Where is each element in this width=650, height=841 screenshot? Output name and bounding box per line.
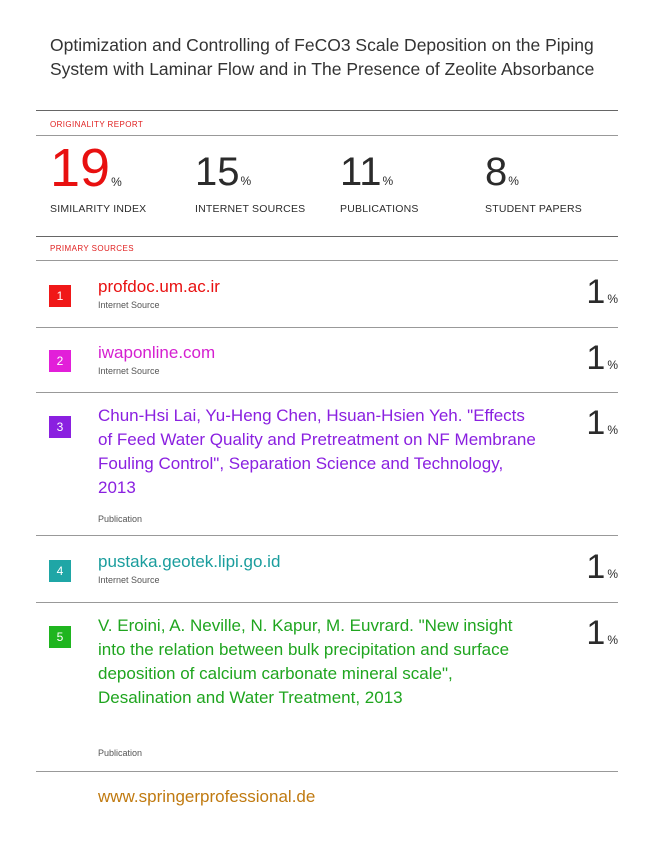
student-papers-unit: % bbox=[508, 174, 519, 188]
source-percent-value: 1 bbox=[586, 339, 606, 377]
internet-sources-unit: % bbox=[240, 174, 252, 188]
source-percent-unit: % bbox=[607, 292, 618, 306]
student-papers-stat bbox=[485, 150, 582, 215]
student-papers-label: STUDENT PAPERS bbox=[485, 203, 582, 215]
source-title-link[interactable]: iwaponline.com bbox=[98, 343, 216, 362]
primary-sources-label: PRIMARY SOURCES bbox=[50, 244, 134, 253]
source-title-link[interactable]: pustaka.geotek.lipi.go.id bbox=[98, 552, 281, 571]
similarity-index-stat bbox=[50, 138, 147, 215]
internet-sources-stat bbox=[195, 150, 306, 215]
originality-report-label: ORIGINALITY REPORT bbox=[50, 120, 144, 129]
source-divider bbox=[36, 392, 618, 393]
document-title: Optimization and Controlling of FeCO3 Scale Deposition on the Piping System with Laminar Flow and in The Presence of Zeolite Absorbance bbox=[50, 35, 595, 79]
source-percent-unit: % bbox=[607, 633, 618, 647]
source-percent bbox=[586, 404, 618, 443]
source-rank-badge: 4 bbox=[49, 560, 71, 582]
similarity-index-unit: % bbox=[111, 175, 122, 189]
source-divider bbox=[36, 602, 618, 603]
source-percent bbox=[586, 273, 618, 312]
source-type: Internet Source bbox=[98, 300, 160, 310]
source-type: Internet Source bbox=[98, 366, 160, 376]
stats-divider bbox=[36, 236, 618, 237]
internet-sources-label: INTERNET SOURCES bbox=[195, 203, 306, 215]
publications-unit: % bbox=[382, 174, 394, 188]
section-divider bbox=[36, 260, 618, 261]
title-divider bbox=[36, 110, 618, 111]
internet-sources-value: 15 bbox=[195, 150, 240, 194]
source-percent bbox=[586, 339, 618, 378]
source-rank-badge: 2 bbox=[49, 350, 71, 372]
source-title-link[interactable]: profdoc.um.ac.ir bbox=[98, 277, 220, 296]
source-percent bbox=[586, 614, 618, 653]
publications-label: PUBLICATIONS bbox=[340, 203, 419, 215]
source-type: Publication bbox=[98, 748, 143, 758]
source-percent-value: 1 bbox=[586, 404, 606, 442]
publications-stat bbox=[340, 150, 419, 215]
publications-value: 11 bbox=[340, 150, 382, 194]
source-divider bbox=[36, 535, 618, 536]
source-type: Internet Source bbox=[98, 575, 160, 585]
student-papers-value: 8 bbox=[485, 150, 508, 194]
springer-link[interactable]: www.springerprofessional.de bbox=[98, 787, 316, 806]
section-divider bbox=[36, 135, 618, 136]
source-rank-badge: 1 bbox=[49, 285, 71, 307]
source-title-link[interactable]: Chun-Hsi Lai, Yu-Heng Chen, Hsuan-Hsien Yeh. "Effects of Feed Water Quality and Pretreatment on NF Membrane Fouling Control", Separation Science and Technology, 2013 bbox=[98, 406, 536, 497]
source-divider bbox=[36, 771, 618, 772]
similarity-index-label: SIMILARITY INDEX bbox=[50, 203, 147, 215]
source-percent-value: 1 bbox=[586, 273, 606, 311]
source-percent-unit: % bbox=[607, 358, 618, 372]
source-percent-value: 1 bbox=[586, 548, 606, 586]
source-percent-unit: % bbox=[607, 423, 618, 437]
source-rank-badge: 5 bbox=[49, 626, 71, 648]
source-type: Publication bbox=[98, 514, 143, 524]
source-percent-value: 1 bbox=[586, 614, 606, 652]
source-title-link[interactable]: V. Eroini, A. Neville, N. Kapur, M. Euvrard. "New insight into the relation between bulk precipitation and surface deposition of calcium carbonate mineral scale", Desalination and Water Treatment, 2013 bbox=[98, 616, 513, 707]
similarity-index-value: 19 bbox=[50, 138, 111, 198]
source-percent-unit: % bbox=[607, 567, 618, 581]
source-percent bbox=[586, 548, 618, 587]
source-rank-badge: 3 bbox=[49, 416, 71, 438]
source-divider bbox=[36, 327, 618, 328]
